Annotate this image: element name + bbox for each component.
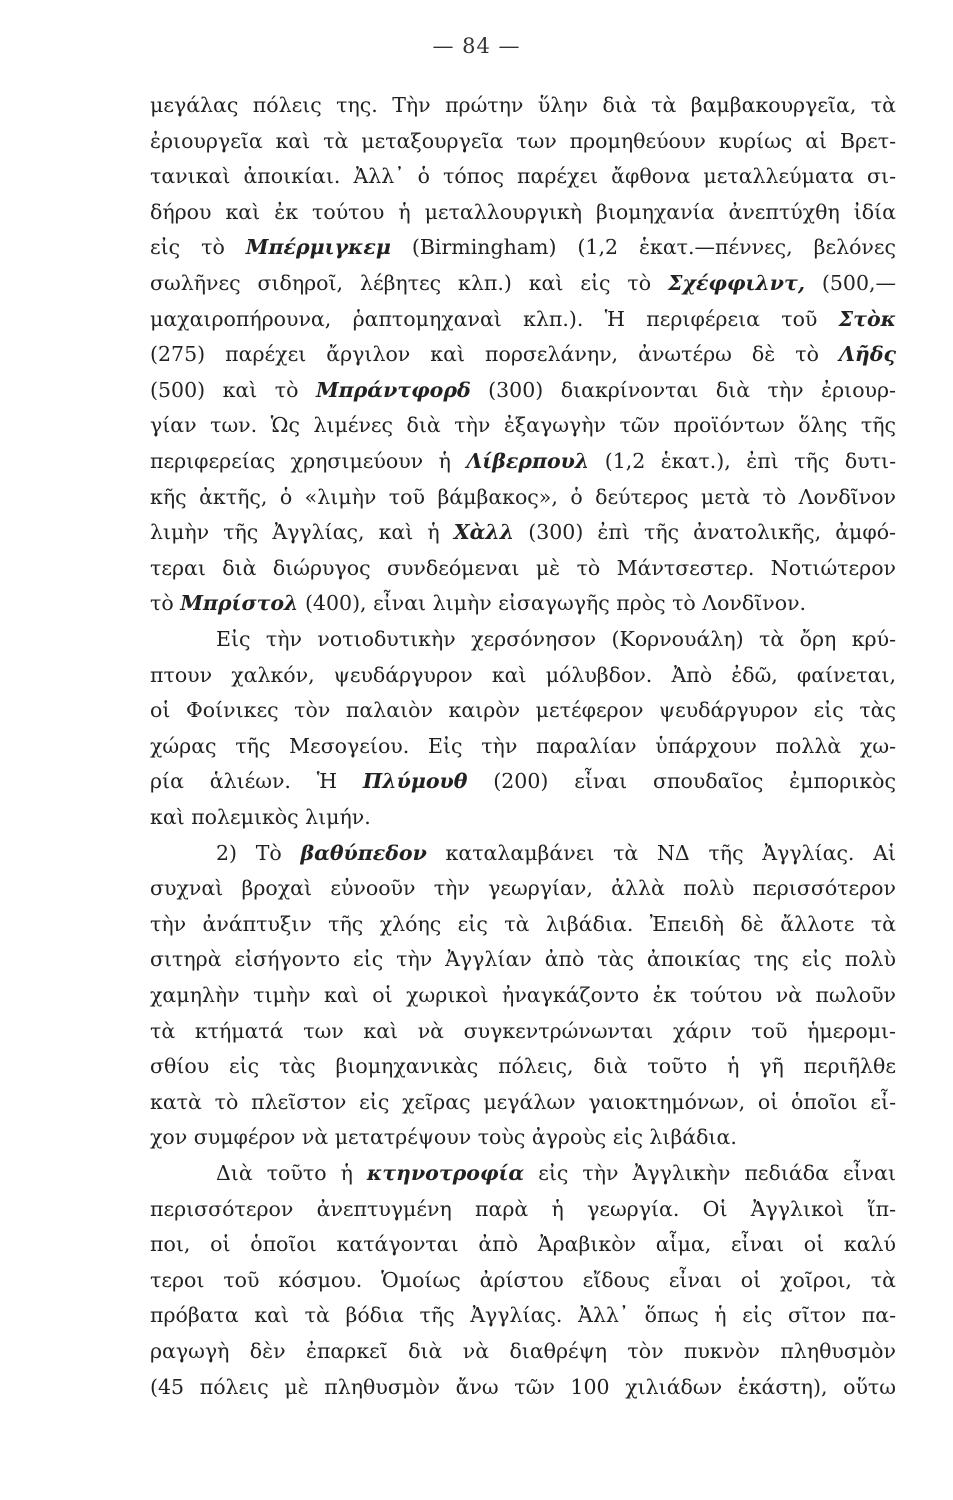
text-segment: τὸ [150, 591, 181, 616]
text-line [150, 1225, 896, 1263]
text-line [150, 869, 896, 907]
text-line [150, 371, 896, 409]
text-segment: κῆς ἀκτῆς, ὁ «λιμὴν τοῦ βάμβακος», ὁ δεύτερος μετὰ τὸ Λονδῖνον [150, 484, 896, 509]
text-line [150, 1261, 896, 1299]
emphasized-place-name: Λίβερπουλ [466, 449, 590, 473]
text-segment: μαχαιροπήρουνα, ῥαπτομηχαναὶ κλπ.). Ἡ περιφέρεια τοῦ [150, 306, 839, 331]
page-number: — 84 — [432, 34, 521, 58]
text-segment: σωλῆνες σιδηροῖ, λέβητες κλπ.) καὶ εἰς τὸ [150, 271, 668, 295]
emphasized-place-name: Σχέφφιλντ, [667, 271, 805, 295]
emphasized-place-name: Στὸκ [838, 306, 896, 331]
emphasized-place-name: Χὰλλ [453, 520, 515, 545]
text-line [150, 1118, 896, 1156]
text-segment: εἰς τὸ [150, 235, 246, 260]
text-segment: (Birmingham) (1,2 ἑκατ.—πέννες, βελόνες [390, 235, 896, 260]
text-segment: χον συμφέρον νὰ μετατρέψουν τοὺς ἀγροὺς εἰς λιβάδια. [150, 1125, 737, 1150]
text-line [150, 478, 896, 516]
emphasized-place-name: κτηνοτροφία [366, 1161, 525, 1185]
text-line [150, 905, 896, 943]
text-line [150, 264, 896, 302]
text-line [150, 193, 896, 231]
text-line [150, 834, 896, 872]
text-segment: (400), εἶναι λιμὴν εἰσαγωγῆς πρὸς τὸ Λονδῖνον. [298, 591, 807, 616]
emphasized-place-name: βαθύπεδον [300, 840, 427, 865]
text-line [150, 300, 896, 338]
text-line [150, 122, 896, 160]
text-line [150, 86, 896, 124]
text-line [150, 620, 896, 658]
text-segment: (45 πόλεις μὲ πληθυσμὸν ἄνω τῶν 100 χιλιάδων ἑκάστη), οὕτω [150, 1374, 896, 1399]
text-segment: (500,— [804, 271, 896, 295]
emphasized-place-name: Μπράντφορδ [315, 377, 471, 402]
text-line [150, 1154, 896, 1192]
text-segment: χαμηλὴν τιμὴν καὶ οἱ χωρικοὶ ἠναγκάζοντο ἐκ τούτου νὰ πωλοῦν [150, 983, 896, 1007]
text-segment: τὴν ἀνάπτυξιν τῆς χλόης εἰς τὰ λιβάδια. Ἐπειδὴ δὲ ἄλλοτε τὰ [150, 911, 896, 936]
text-segment: Εἰς τὴν νοτιοδυτικὴν χερσόνησον (Κορνουάλη) τὰ ὄρη κρύ- [216, 627, 896, 651]
text-segment: ποι, οἱ ὁποῖοι κατάγονται ἀπὸ Ἀραβικὸν αἷμα, εἶναι οἱ καλύ [150, 1232, 896, 1257]
text-line [150, 1012, 896, 1050]
text-line [150, 762, 896, 800]
text-segment: τανικαὶ ἀποικίαι. Ἀλλ᾽ ὁ τόπος παρέχει ἄφθονα μεταλλεύματα σι- [150, 164, 896, 189]
text-segment: ρία ἁλιέων. Ἡ [150, 769, 363, 794]
text-line [150, 584, 896, 622]
text-line [150, 1332, 896, 1370]
text-line [150, 513, 896, 551]
text-line [150, 549, 896, 587]
text-segment: ἐριουργεῖα καὶ τὰ μεταξουργεῖα των προμηθεύουν κυρίως αἱ Βρετ- [150, 128, 896, 153]
text-segment: καὶ πολεμικὸς λιμήν. [150, 805, 371, 829]
text-segment: τὰ κτήματά των καὶ νὰ συγκεντρώνωνται χάριν τοῦ ἡμερομι- [150, 1018, 896, 1043]
text-segment: πτουν χαλκόν, ψευδάργυρον καὶ μόλυβδον. Ἀπὸ ἐδῶ, φαίνεται, [150, 662, 896, 687]
text-segment: χώρας τῆς Μεσογείου. Εἰς τὴν παραλίαν ὑπάρχουν πολλὰ χω- [150, 733, 896, 758]
text-line [150, 157, 896, 195]
text-line [150, 406, 896, 444]
text-line [150, 1190, 896, 1228]
text-segment: ραγωγὴ δὲν ἐπαρκεῖ διὰ νὰ διαθρέψη τὸν πυκνὸν πληθυσμὸν [150, 1339, 896, 1363]
text-segment: (1,2 ἑκατ.), ἐπὶ τῆς δυτι- [589, 449, 896, 473]
text-segment: (300) ἐπὶ τῆς ἀνατολικῆς, ἀμφό- [514, 520, 896, 545]
text-line [150, 1047, 896, 1085]
text-segment: περισσότερον ἀνεπτυγμένη παρὰ ἡ γεωργία. Οἱ Ἀγγλικοὶ ἵπ- [150, 1196, 896, 1221]
text-segment: οἱ Φοίνικες τὸν παλαιὸν καιρὸν μετέφερον ψευδάργυρον εἰς τὰς [150, 698, 896, 723]
text-segment: εἰς τὴν Ἀγγλικὴν πεδιάδα εἶναι [524, 1161, 896, 1185]
text-line [150, 727, 896, 765]
text-line [150, 976, 896, 1014]
text-segment: κατὰ τὸ πλεῖστον εἰς χεῖρας μεγάλων γαιοκτημόνων, οἱ ὁποῖοι εἶ- [150, 1089, 896, 1114]
emphasized-place-name: Πλύμουθ [362, 769, 468, 794]
text-line [150, 335, 896, 373]
text-line [150, 691, 896, 729]
text-line [150, 228, 896, 266]
text-segment: Διὰ τοῦτο ἡ [216, 1161, 367, 1185]
text-line [150, 1368, 896, 1406]
emphasized-place-name: Μπέρμιγκεμ [245, 235, 391, 260]
text-segment: 2) Τὸ [216, 840, 301, 865]
text-segment: (300) διακρίνονται διὰ τὴν ἐριουρ- [470, 377, 896, 402]
text-line [150, 940, 896, 978]
text-segment: σιτηρὰ εἰσήγοντο εἰς τὴν Ἀγγλίαν ἀπὸ τὰς ἀποικίας της εἰς πολὺ [150, 947, 896, 972]
emphasized-place-name: Μπρίστολ [180, 591, 299, 616]
text-segment: (275) παρέχει ἄργιλον καὶ πορσελάνην, ἀνωτέρω δὲ τὸ [150, 342, 840, 367]
text-segment: γίαν των. Ὡς λιμένες διὰ τὴν ἐξαγωγὴν τῶν προϊόντων ὅλης τῆς [150, 413, 896, 438]
text-segment: συχναὶ βροχαὶ εὐνοοῦν τὴν γεωργίαν, ἀλλὰ πολὺ περισσότερον [150, 876, 896, 901]
emphasized-place-name: Λῆδς [839, 342, 896, 367]
text-line [150, 656, 896, 694]
text-segment: (200) εἶναι σπουδαῖος ἐμπορικὸς [467, 769, 896, 794]
text-segment: περιφερείας χρησιμεύουν ἡ [150, 449, 467, 473]
text-segment: τεραι διὰ διώρυγος συνδεόμεναι μὲ τὸ Μάντσεστερ. Νοτιώτερον [150, 555, 896, 580]
text-segment: λιμὴν τῆς Ἀγγλίας, καὶ ἡ [150, 520, 454, 545]
text-segment: καταλαμβάνει τὰ ΝΔ τῆς Ἀγγλίας. Αἱ [426, 840, 896, 865]
text-line [150, 1083, 896, 1121]
text-segment: σθίου εἰς τὰς βιομηχανικὰς πόλεις, διὰ τοῦτο ἡ γῆ περιῆλθε [150, 1054, 896, 1079]
text-line [150, 798, 896, 836]
text-segment: δήρου καὶ ἐκ τούτου ἡ μεταλλουργικὴ βιομηχανία ἀνεπτύχθη ἰδία [150, 199, 896, 224]
text-line [150, 1296, 896, 1334]
text-segment: μεγάλας πόλεις της. Τὴν πρώτην ὕλην διὰ τὰ βαμβακουργεῖα, τὰ [150, 93, 896, 117]
text-segment: πρόβατα καὶ τὰ βόδια τῆς Ἀγγλίας. Ἀλλ᾽ ὅπως ἡ εἰς σῖτον πα- [150, 1303, 896, 1328]
text-line [150, 442, 896, 480]
text-segment: τεροι τοῦ κόσμου. Ὁμοίως ἀρίστου εἴδους εἶναι οἱ χοῖροι, τὰ [150, 1267, 896, 1292]
text-segment: (500) καὶ τὸ [150, 377, 316, 402]
